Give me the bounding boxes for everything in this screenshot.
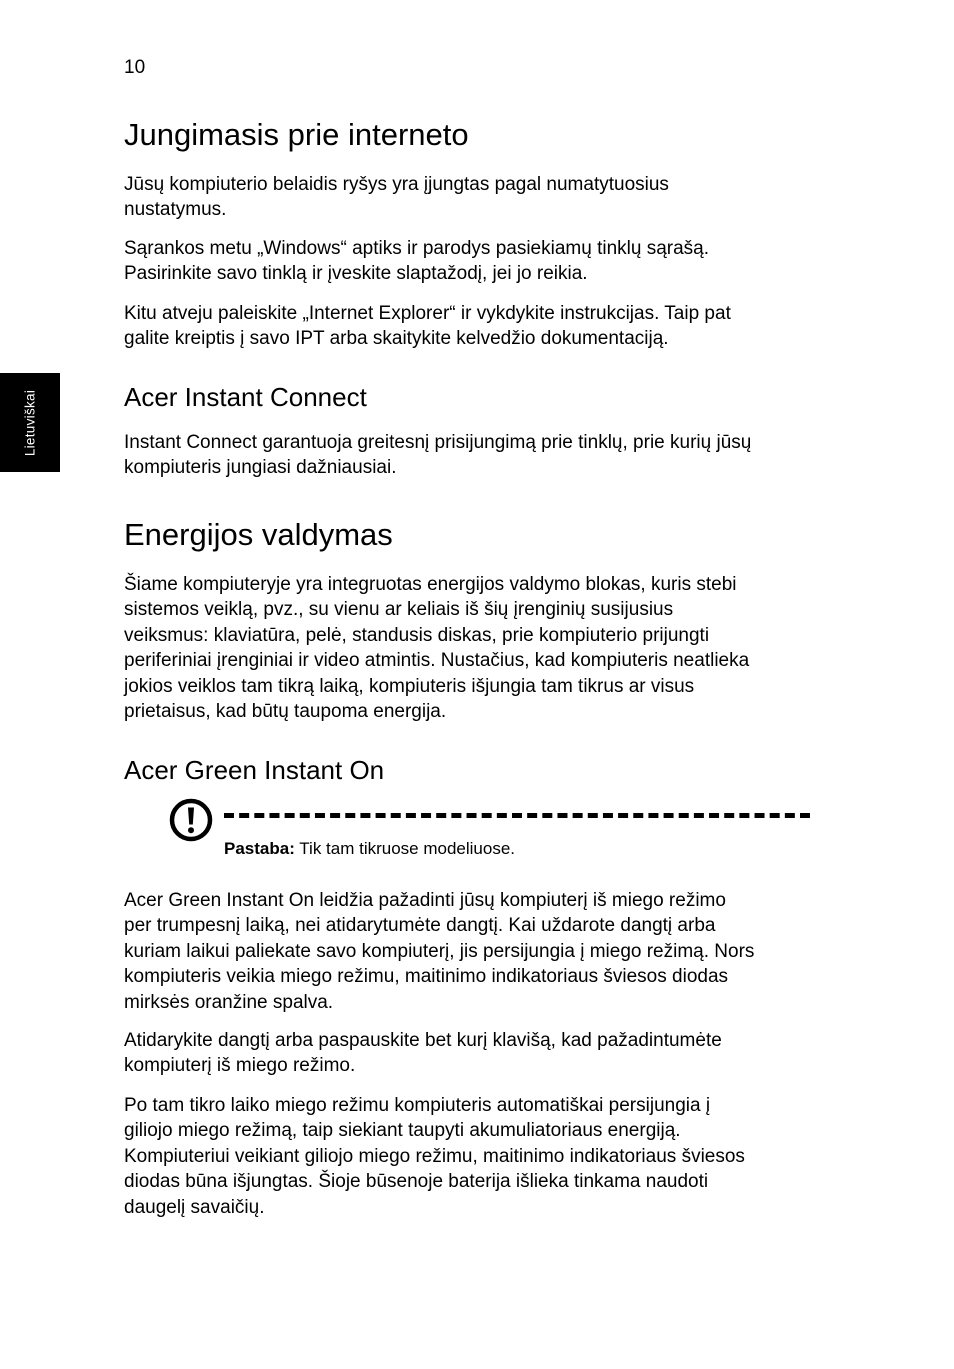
note bbox=[224, 839, 515, 859]
heading-power-management: Energijos valdymas bbox=[124, 517, 393, 552]
text-line: prietaisus, kad būtų taupoma energija. bbox=[124, 701, 447, 723]
text-line: mirksės oranžine spalva. bbox=[124, 991, 334, 1013]
paragraph-green-2 bbox=[124, 1028, 824, 1079]
text-line: Sąrankos metu „Windows“ aptiks ir parodys pasiekiamų tinklų sąrašą. bbox=[124, 238, 710, 259]
text-line: kompiuterį iš miego režimo. bbox=[124, 1055, 356, 1077]
text-line: kompiuteris jungiasi dažniausiai. bbox=[124, 457, 397, 479]
paragraph-power bbox=[124, 572, 824, 724]
text-line: nustatymus. bbox=[124, 199, 227, 221]
heading-instant-connect: Acer Instant Connect bbox=[124, 382, 367, 412]
text-line: Instant Connect garantuoja greitesnį prisijungimą prie tinklų, prie kurių jūsų bbox=[124, 432, 752, 453]
text-line: kompiuteris veikia miego režimu, maitinimo indikatoriaus šviesos diodas bbox=[124, 966, 729, 988]
text-line: per trumpesnį laiką, nei atidarytumėte dangtį. Kai uždarote dangtį arba bbox=[124, 915, 716, 937]
text-line: Atidarykite dangtį arba paspauskite bet kurį klavišą, kad pažadintumėte bbox=[124, 1030, 722, 1051]
heading-green-instant-on: Acer Green Instant On bbox=[124, 755, 385, 785]
text-line: Po tam tikro laiko miego režimu kompiuteris automatiškai persijungia į bbox=[124, 1095, 711, 1116]
exclamation-circle-icon bbox=[169, 798, 213, 842]
language-tab-label: Lietuviškai bbox=[22, 389, 38, 457]
paragraph-internet-3 bbox=[124, 301, 824, 352]
text-line: Kompiuteriui veikiant giliojo miego režimu, maitinimo indikatoriaus šviesos bbox=[124, 1145, 745, 1167]
paragraph-internet-1 bbox=[124, 172, 824, 223]
text-line: veiksmus: klaviatūra, pelė, standusis diskas, prie kompiuterio prijungti bbox=[124, 624, 710, 646]
text-line: Kitu atveju paleiskite „Internet Explorer“ ir vykdykite instrukcijas. Taip pat bbox=[124, 303, 731, 324]
text-line: kuriam laikui paliekate savo kompiuterį, jis persijungia į miego režimą. Nors bbox=[124, 940, 755, 962]
text-line: Jūsų kompiuterio belaidis ryšys yra įjungtas pagal numatytuosius bbox=[124, 174, 669, 195]
paragraph-green-1 bbox=[124, 888, 824, 1015]
text-line: diodas būna išjungtas. Šioje būsenoje baterija išlieka tinkama naudoti bbox=[124, 1171, 709, 1193]
paragraph-internet-2 bbox=[124, 236, 824, 287]
text-line: Pasirinkite savo tinklą ir įveskite slaptažodį, jei jo reikia. bbox=[124, 263, 588, 285]
language-side-tab bbox=[0, 373, 60, 472]
note-text: Tik tam tikruose modeliuose. bbox=[294, 839, 516, 858]
text-line: Acer Green Instant On leidžia pažadinti jūsų kompiuterį iš miego režimo bbox=[124, 890, 726, 911]
text-line: daugelį savaičių. bbox=[124, 1196, 265, 1218]
note-divider bbox=[224, 813, 810, 818]
heading-internet: Jungimasis prie interneto bbox=[124, 117, 469, 152]
text-line: sistemos veiklą, pvz., su vienu ar keliais iš šių įrenginių susijusius bbox=[124, 599, 674, 621]
text-line: periferiniai įrenginiai ir video atmintis. Nustačius, kad kompiuteris neatlieka bbox=[124, 650, 750, 672]
paragraph-green-3 bbox=[124, 1093, 824, 1220]
note-label: Pastaba: bbox=[224, 839, 295, 858]
page-number: 10 bbox=[124, 57, 146, 78]
text-line: jokios veiklos tam tikrą laiką, kompiuteris išjungia tam tikrus ar visus bbox=[124, 675, 695, 697]
text-line: galite kreiptis į savo IPT arba skaitykite kelvedžio dokumentaciją. bbox=[124, 328, 669, 350]
paragraph-instant-connect bbox=[124, 430, 824, 481]
text-line: giliojo miego režimą, taip siekiant taupyti akumuliatoriaus energiją. bbox=[124, 1120, 681, 1142]
text-line: Šiame kompiuteryje yra integruotas energijos valdymo blokas, kuris stebi bbox=[124, 574, 737, 595]
